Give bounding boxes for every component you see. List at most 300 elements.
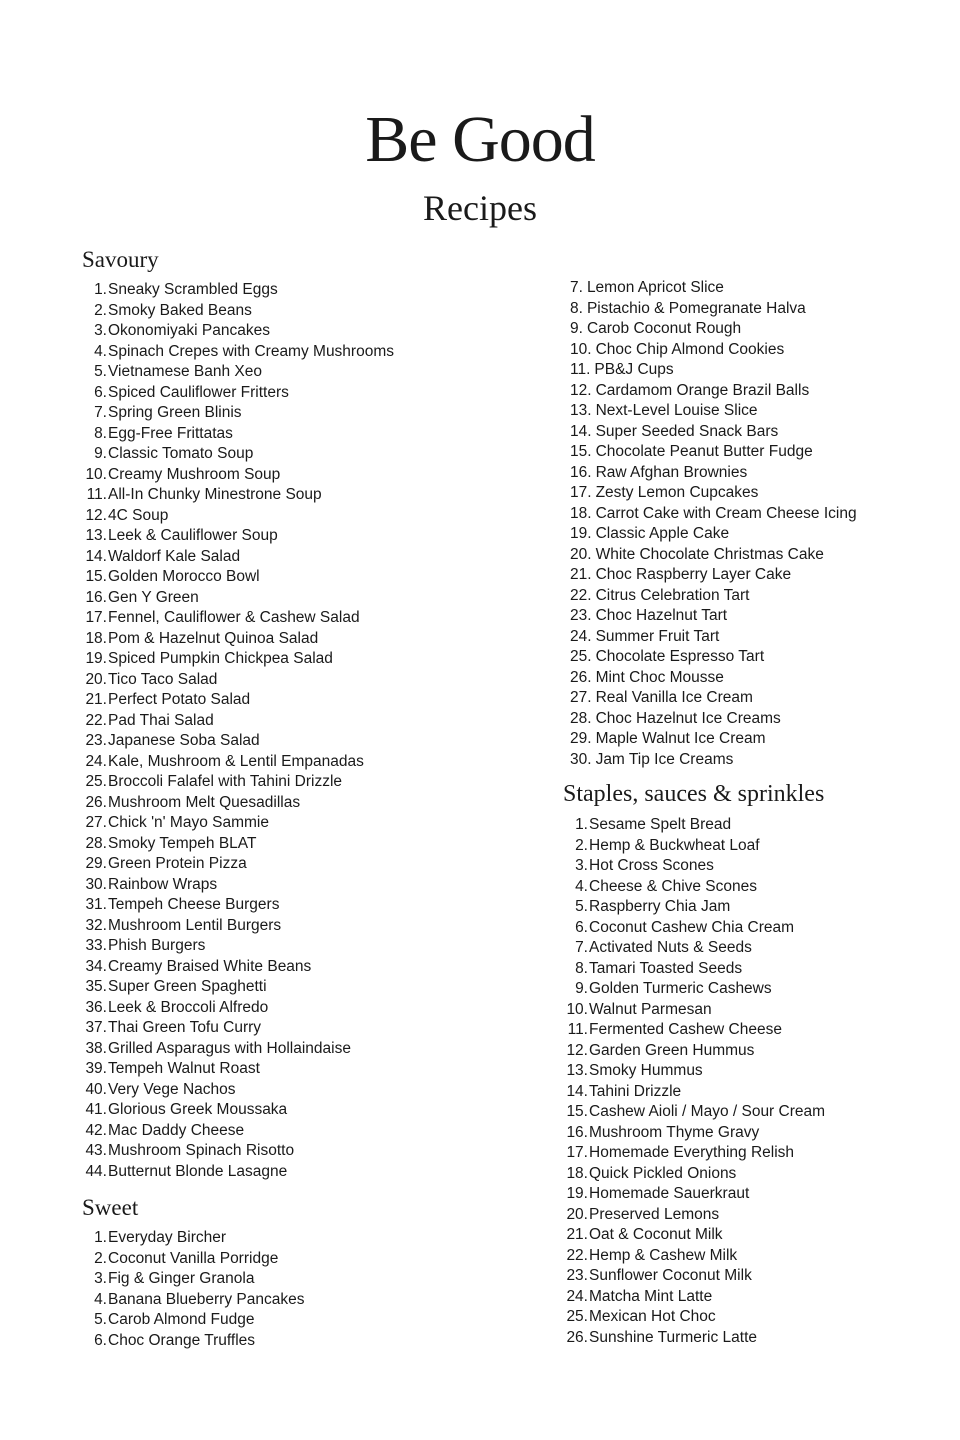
recipe-title: Lemon Apricot Slice — [586, 279, 724, 296]
recipe-number: 4. — [575, 877, 588, 895]
recipe-title: Mac Daddy Cheese — [108, 1121, 245, 1139]
recipe-number: 15. — [85, 568, 107, 585]
recipe-list-item — [563, 1164, 943, 1185]
recipe-title: Sesame Spelt Bread — [589, 816, 732, 833]
recipe-number: 12. — [570, 381, 592, 399]
recipe-title: Waldorf Kale Salad — [108, 547, 241, 565]
recipe-number: 26. — [570, 668, 592, 686]
recipe-number: 1. — [94, 1229, 107, 1246]
recipe-title: Quick Pickled Onions — [589, 1164, 737, 1182]
recipe-list-item — [82, 547, 502, 568]
recipe-number: 6. — [575, 918, 588, 936]
recipe-title: Choc Chip Almond Cookies — [595, 340, 785, 358]
recipe-number: 11. — [570, 361, 591, 378]
recipe-title: Super Seeded Snack Bars — [595, 422, 779, 440]
recipe-title: Tempeh Cheese Burgers — [108, 896, 280, 913]
recipe-number: 21. — [570, 566, 592, 583]
recipe-title: Preserved Lemons — [589, 1205, 720, 1223]
recipe-number: 22. — [85, 711, 107, 729]
recipe-list-item — [563, 463, 943, 484]
recipe-title: Sunshine Turmeric Latte — [589, 1328, 758, 1346]
recipe-number: 22. — [570, 586, 592, 604]
recipe-list-item — [82, 690, 502, 711]
recipe-number: 13. — [85, 527, 107, 544]
recipe-title: Fennel, Cauliflower & Cashew Salad — [108, 609, 360, 626]
recipe-title: Choc Orange Truffles — [108, 1331, 256, 1349]
recipe-list-item — [563, 1020, 943, 1041]
recipe-list-item — [563, 729, 943, 750]
recipe-list-item — [563, 979, 943, 1000]
recipe-title: Thai Green Tofu Curry — [108, 1019, 262, 1036]
recipe-list-item — [563, 647, 943, 668]
recipe-title: Mushroom Thyme Gravy — [589, 1123, 760, 1141]
recipe-list-item — [563, 688, 943, 709]
recipe-title: Homemade Everything Relish — [589, 1144, 795, 1161]
recipe-list-item — [82, 957, 502, 978]
recipe-title: Spiced Pumpkin Chickpea Salad — [108, 650, 333, 667]
recipe-title: Tahini Drizzle — [589, 1082, 682, 1100]
recipe-list-item — [82, 854, 502, 875]
recipe-list-item — [563, 1123, 943, 1144]
recipe-number: 1. — [94, 281, 107, 298]
recipe-title: Mushroom Spinach Risotto — [108, 1142, 295, 1159]
recipe-number: 41. — [85, 1101, 107, 1118]
recipe-list-item — [82, 1059, 502, 1080]
recipe-list-item — [82, 1100, 502, 1121]
recipe-title: Spinach Crepes with Creamy Mushrooms — [108, 342, 394, 360]
recipe-title: Spring Green Blinis — [108, 404, 242, 421]
recipe-list-item — [563, 1082, 943, 1103]
recipe-number: 7. — [570, 279, 583, 296]
recipe-number: 20. — [570, 545, 592, 563]
recipe-number: 11. — [567, 1021, 588, 1038]
recipe-title: Everyday Bircher — [108, 1229, 227, 1246]
recipe-title: Raspberry Chia Jam — [589, 898, 731, 915]
recipe-number: 17. — [566, 1144, 588, 1161]
recipe-title: Chocolate Espresso Tart — [595, 648, 765, 665]
recipe-number: 23. — [85, 732, 107, 749]
recipe-number: 13. — [566, 1062, 588, 1079]
recipe-list-item — [82, 485, 502, 506]
recipe-list-item — [82, 403, 502, 424]
recipe-title: Homemade Sauerkraut — [589, 1185, 750, 1202]
recipe-number: 16. — [85, 588, 107, 606]
recipe-list-item — [563, 1102, 943, 1123]
recipe-list-item — [82, 1290, 502, 1311]
recipe-list-item — [82, 1080, 502, 1101]
recipe-number: 8. — [570, 299, 583, 317]
recipe-title: Mushroom Lentil Burgers — [108, 916, 282, 934]
staples-recipe-list — [563, 815, 943, 1348]
recipe-list-item — [563, 877, 943, 898]
recipe-title: Tempeh Walnut Roast — [108, 1060, 260, 1077]
recipe-list-item — [82, 424, 502, 445]
recipe-title: Classic Apple Cake — [595, 525, 730, 542]
recipe-number: 11. — [86, 486, 107, 503]
recipe-list-item — [82, 875, 502, 896]
recipe-number: 37. — [85, 1019, 107, 1036]
recipe-number: 33. — [85, 937, 107, 954]
recipe-list-item — [563, 340, 943, 361]
recipe-number: 30. — [85, 875, 107, 893]
section-heading-staples: Staples, sauces & sprinkles — [563, 781, 825, 807]
sweet-recipe-list — [82, 1228, 502, 1351]
recipe-number: 9. — [570, 320, 583, 337]
recipe-list-item — [82, 731, 502, 752]
recipe-list-item — [563, 1225, 943, 1246]
recipe-title: Matcha Mint Latte — [589, 1287, 713, 1305]
recipe-title: Cashew Aioli / Mayo / Sour Cream — [589, 1103, 826, 1120]
recipe-title: Egg-Free Frittatas — [108, 424, 233, 442]
section-heading-savoury: Savoury — [82, 247, 159, 272]
recipe-title: Hot Cross Scones — [589, 857, 714, 874]
recipe-list-item — [563, 918, 943, 939]
recipe-number: 28. — [85, 834, 107, 852]
recipe-number: 39. — [85, 1060, 107, 1077]
recipe-number: 31. — [85, 896, 107, 913]
recipe-list-item — [82, 1269, 502, 1290]
recipe-list-item — [82, 526, 502, 547]
recipe-title: Pom & Hazelnut Quinoa Salad — [108, 629, 319, 647]
recipe-number: 5. — [94, 1311, 107, 1328]
recipe-list-item — [82, 813, 502, 834]
recipe-number: 5. — [94, 363, 107, 380]
recipe-list-item — [563, 1328, 943, 1349]
recipe-number: 2. — [94, 1249, 107, 1267]
recipe-title: Smoky Baked Beans — [108, 301, 252, 319]
recipe-title: Hemp & Cashew Milk — [589, 1246, 738, 1264]
recipe-title: Tico Taco Salad — [108, 670, 218, 688]
recipe-list-item — [82, 977, 502, 998]
recipe-number: 19. — [566, 1185, 588, 1202]
recipe-list-item — [82, 465, 502, 486]
recipe-number: 19. — [85, 650, 107, 667]
recipe-title: Banana Blueberry Pancakes — [108, 1290, 305, 1308]
recipe-list-item — [82, 752, 502, 773]
recipe-list-item — [563, 442, 943, 463]
recipe-title: Smoky Tempeh BLAT — [108, 834, 257, 852]
recipe-number: 20. — [566, 1205, 588, 1223]
recipe-list-item — [82, 916, 502, 937]
recipe-number: 8. — [575, 959, 588, 977]
recipe-number: 22. — [566, 1246, 588, 1264]
recipe-list-item — [82, 1249, 502, 1270]
recipe-number: 40. — [85, 1080, 107, 1098]
recipe-number: 1. — [575, 816, 588, 833]
recipe-number: 30. — [570, 750, 592, 768]
recipe-title: Chocolate Peanut Butter Fudge — [595, 443, 813, 460]
recipe-title: 4C Soup — [108, 506, 169, 524]
recipe-title: Green Protein Pizza — [108, 855, 247, 872]
recipe-list-item — [563, 504, 943, 525]
recipe-title: Japanese Soba Salad — [108, 732, 260, 749]
recipe-title: Choc Hazelnut Tart — [595, 607, 728, 624]
recipe-list-item — [563, 360, 943, 381]
recipe-title: Mushroom Melt Quesadillas — [108, 793, 301, 811]
page-subtitle: Recipes — [423, 188, 537, 228]
recipe-number: 13. — [570, 402, 592, 419]
recipe-list-item — [563, 709, 943, 730]
recipe-title: White Chocolate Christmas Cake — [595, 545, 824, 563]
recipe-title: Activated Nuts & Seeds — [589, 939, 752, 956]
recipe-title: Sneaky Scrambled Eggs — [108, 281, 278, 298]
recipe-number: 12. — [566, 1041, 588, 1059]
recipe-list-item — [82, 321, 502, 342]
recipe-number: 32. — [85, 916, 107, 934]
recipe-list-item — [82, 1228, 502, 1249]
recipe-title: Vietnamese Banh Xeo — [108, 363, 262, 380]
recipe-number: 3. — [94, 1270, 107, 1287]
recipe-title: Oat & Coconut Milk — [589, 1226, 723, 1243]
recipe-list-item — [82, 383, 502, 404]
recipe-number: 24. — [566, 1287, 588, 1305]
section-heading-sweet: Sweet — [82, 1195, 139, 1220]
recipe-list-item — [82, 1039, 502, 1060]
recipe-title: Real Vanilla Ice Cream — [595, 689, 753, 706]
recipe-title: Pistachio & Pomegranate Halva — [586, 299, 806, 317]
recipe-number: 24. — [570, 627, 592, 645]
recipe-number: 4. — [94, 342, 107, 360]
recipe-title: Jam Tip Ice Creams — [595, 750, 734, 768]
recipe-title: Butternut Blonde Lasagne — [108, 1162, 288, 1180]
recipe-list-item — [82, 895, 502, 916]
recipe-list-item — [563, 299, 943, 320]
recipe-number: 3. — [575, 857, 588, 874]
recipe-list-item — [563, 483, 943, 504]
recipe-title: Leek & Broccoli Alfredo — [108, 998, 269, 1016]
recipe-number: 18. — [570, 504, 592, 522]
recipe-list-item — [82, 629, 502, 650]
recipe-list-item — [82, 834, 502, 855]
recipe-list-item — [563, 319, 943, 340]
recipe-list-item — [563, 627, 943, 648]
recipe-list-item — [82, 670, 502, 691]
recipe-number: 17. — [570, 484, 592, 501]
recipe-title: Golden Morocco Bowl — [108, 568, 260, 585]
recipe-list-item — [563, 381, 943, 402]
recipe-list-item — [563, 856, 943, 877]
recipe-title: All-In Chunky Minestrone Soup — [108, 486, 322, 503]
recipe-title: Coconut Vanilla Porridge — [108, 1249, 279, 1267]
recipe-title: Garden Green Hummus — [589, 1041, 755, 1059]
recipe-number: 14. — [85, 547, 107, 565]
recipe-list-item — [563, 668, 943, 689]
recipe-title: Mexican Hot Choc — [589, 1308, 716, 1325]
recipe-list-item — [82, 1121, 502, 1142]
recipe-list-item — [82, 772, 502, 793]
recipe-list-item — [82, 280, 502, 301]
recipe-number: 38. — [85, 1039, 107, 1057]
recipe-title: Leek & Cauliflower Soup — [108, 527, 278, 544]
recipe-title: Fig & Ginger Granola — [108, 1270, 255, 1287]
sweet-recipe-list-continued — [563, 278, 943, 770]
recipe-title: Choc Hazelnut Ice Creams — [595, 709, 781, 727]
recipe-list-item — [563, 897, 943, 918]
recipe-title: Cardamom Orange Brazil Balls — [595, 381, 810, 399]
recipe-list-item — [563, 750, 943, 771]
recipe-list-item — [563, 586, 943, 607]
recipe-title: Gen Y Green — [108, 588, 199, 606]
recipe-title: Next-Level Louise Slice — [595, 402, 758, 419]
recipe-number: 43. — [85, 1142, 107, 1159]
recipe-title: Carob Coconut Rough — [586, 320, 742, 337]
recipe-title: Citrus Celebration Tart — [595, 586, 750, 604]
recipe-number: 24. — [85, 752, 107, 770]
recipe-title: Okonomiyaki Pancakes — [108, 322, 270, 339]
recipe-title: Choc Raspberry Layer Cake — [595, 566, 792, 583]
recipe-number: 19. — [570, 525, 592, 542]
recipe-list-item — [82, 1141, 502, 1162]
recipe-list-item — [82, 936, 502, 957]
recipe-number: 25. — [570, 648, 592, 665]
recipe-title: Coconut Cashew Chia Cream — [589, 918, 795, 936]
recipe-list-item — [82, 1331, 502, 1352]
recipe-title: Smoky Hummus — [589, 1062, 703, 1079]
recipe-number: 15. — [570, 443, 592, 460]
recipe-number: 29. — [570, 730, 592, 747]
recipe-list-item — [563, 278, 943, 299]
recipe-title: Maple Walnut Ice Cream — [595, 730, 766, 747]
recipe-number: 2. — [575, 836, 588, 854]
recipe-list-item — [82, 711, 502, 732]
recipe-title: Cheese & Chive Scones — [589, 877, 758, 895]
recipe-title: Chick 'n' Mayo Sammie — [108, 814, 269, 831]
recipe-title: Raw Afghan Brownies — [595, 463, 748, 481]
recipe-number: 26. — [566, 1328, 588, 1346]
recipe-number: 3. — [94, 322, 107, 339]
recipe-title: Hemp & Buckwheat Loaf — [589, 836, 760, 854]
recipe-title: Sunflower Coconut Milk — [589, 1267, 752, 1284]
recipe-number: 15. — [566, 1103, 588, 1120]
recipe-list-item — [563, 1266, 943, 1287]
recipe-number: 7. — [94, 404, 107, 421]
recipe-number: 44. — [85, 1162, 107, 1180]
recipe-title: Kale, Mushroom & Lentil Empanadas — [108, 752, 364, 770]
recipe-number: 9. — [94, 445, 107, 462]
recipe-title: Broccoli Falafel with Tahini Drizzle — [108, 773, 343, 790]
recipe-list-item — [82, 998, 502, 1019]
recipe-number: 36. — [85, 998, 107, 1016]
recipe-number: 25. — [85, 773, 107, 790]
recipe-number: 14. — [566, 1082, 588, 1100]
recipe-number: 26. — [85, 793, 107, 811]
recipe-number: 35. — [85, 978, 107, 995]
recipe-list-item — [563, 1000, 943, 1021]
recipe-number: 10. — [566, 1000, 588, 1018]
recipe-list-item — [82, 342, 502, 363]
recipe-number: 10. — [85, 465, 107, 483]
recipe-number: 29. — [85, 855, 107, 872]
recipe-number: 6. — [94, 383, 107, 401]
recipe-title: Tamari Toasted Seeds — [589, 959, 743, 977]
recipe-list-item — [82, 608, 502, 629]
recipe-title: Classic Tomato Soup — [108, 445, 254, 462]
recipe-list-item — [563, 524, 943, 545]
recipe-title: Pad Thai Salad — [108, 711, 214, 729]
recipe-title: Grilled Asparagus with Hollaindaise — [108, 1039, 351, 1057]
recipe-list-item — [563, 422, 943, 443]
recipe-list-item — [82, 588, 502, 609]
recipe-number: 7. — [575, 939, 588, 956]
recipe-list-item — [563, 606, 943, 627]
recipe-title: Rainbow Wraps — [108, 875, 218, 893]
recipe-list-item — [563, 1246, 943, 1267]
recipe-list-item — [563, 565, 943, 586]
recipe-list-item — [82, 301, 502, 322]
recipe-number: 18. — [566, 1164, 588, 1182]
recipe-title: Summer Fruit Tart — [595, 627, 720, 645]
recipe-list-item — [563, 1143, 943, 1164]
recipe-list-item — [563, 1041, 943, 1062]
recipe-number: 5. — [575, 898, 588, 915]
recipe-title: Carrot Cake with Cream Cheese Icing — [595, 504, 857, 522]
recipe-title: Zesty Lemon Cupcakes — [595, 484, 759, 501]
recipe-list-item — [82, 444, 502, 465]
recipe-number: 21. — [85, 691, 107, 708]
recipe-title: Phish Burgers — [108, 937, 206, 954]
recipe-title: Creamy Braised White Beans — [108, 957, 312, 975]
recipe-list-item — [563, 938, 943, 959]
recipe-number: 20. — [85, 670, 107, 688]
recipe-list-item — [563, 401, 943, 422]
recipe-number: 25. — [566, 1308, 588, 1325]
savoury-recipe-list — [82, 280, 502, 1182]
recipe-list-item — [563, 815, 943, 836]
recipe-list-item — [563, 1184, 943, 1205]
recipe-number: 9. — [575, 980, 588, 997]
recipe-list-item — [82, 567, 502, 588]
recipe-number: 17. — [85, 609, 107, 626]
recipe-list-item — [563, 1287, 943, 1308]
recipe-list-item — [82, 1310, 502, 1331]
recipe-title: Mint Choc Mousse — [595, 668, 724, 686]
recipe-title: Spiced Cauliflower Fritters — [108, 383, 289, 401]
recipe-number: 14. — [570, 422, 592, 440]
recipe-title: Walnut Parmesan — [589, 1000, 712, 1018]
recipe-list-item — [82, 1018, 502, 1039]
recipe-title: Fermented Cashew Cheese — [589, 1021, 782, 1038]
recipe-number: 10. — [570, 340, 592, 358]
page-title: Be Good — [365, 103, 595, 176]
recipe-number: 27. — [85, 814, 107, 831]
recipe-list-item — [563, 959, 943, 980]
recipe-number: 12. — [85, 506, 107, 524]
recipe-number: 4. — [94, 1290, 107, 1308]
recipe-title: Golden Turmeric Cashews — [589, 980, 772, 997]
recipe-list-item — [82, 362, 502, 383]
recipe-number: 27. — [570, 689, 592, 706]
recipe-number: 16. — [570, 463, 592, 481]
recipe-title: Very Vege Nachos — [108, 1080, 236, 1098]
recipe-number: 8. — [94, 424, 107, 442]
recipe-title: PB&J Cups — [594, 361, 674, 378]
recipe-number: 23. — [566, 1267, 588, 1284]
recipe-list-item — [563, 1205, 943, 1226]
recipe-title: Perfect Potato Salad — [108, 691, 251, 708]
recipe-number: 16. — [566, 1123, 588, 1141]
left-column — [82, 244, 502, 1351]
recipe-number: 23. — [570, 607, 592, 624]
recipe-title: Super Green Spaghetti — [108, 978, 267, 995]
recipe-title: Creamy Mushroom Soup — [108, 465, 281, 483]
recipe-number: 34. — [85, 957, 107, 975]
recipe-list-item — [82, 793, 502, 814]
recipe-title: Glorious Greek Moussaka — [108, 1101, 288, 1118]
recipe-number: 42. — [85, 1121, 107, 1139]
recipe-number: 28. — [570, 709, 592, 727]
recipe-title: Carob Almond Fudge — [108, 1311, 255, 1328]
right-column — [563, 278, 943, 1348]
